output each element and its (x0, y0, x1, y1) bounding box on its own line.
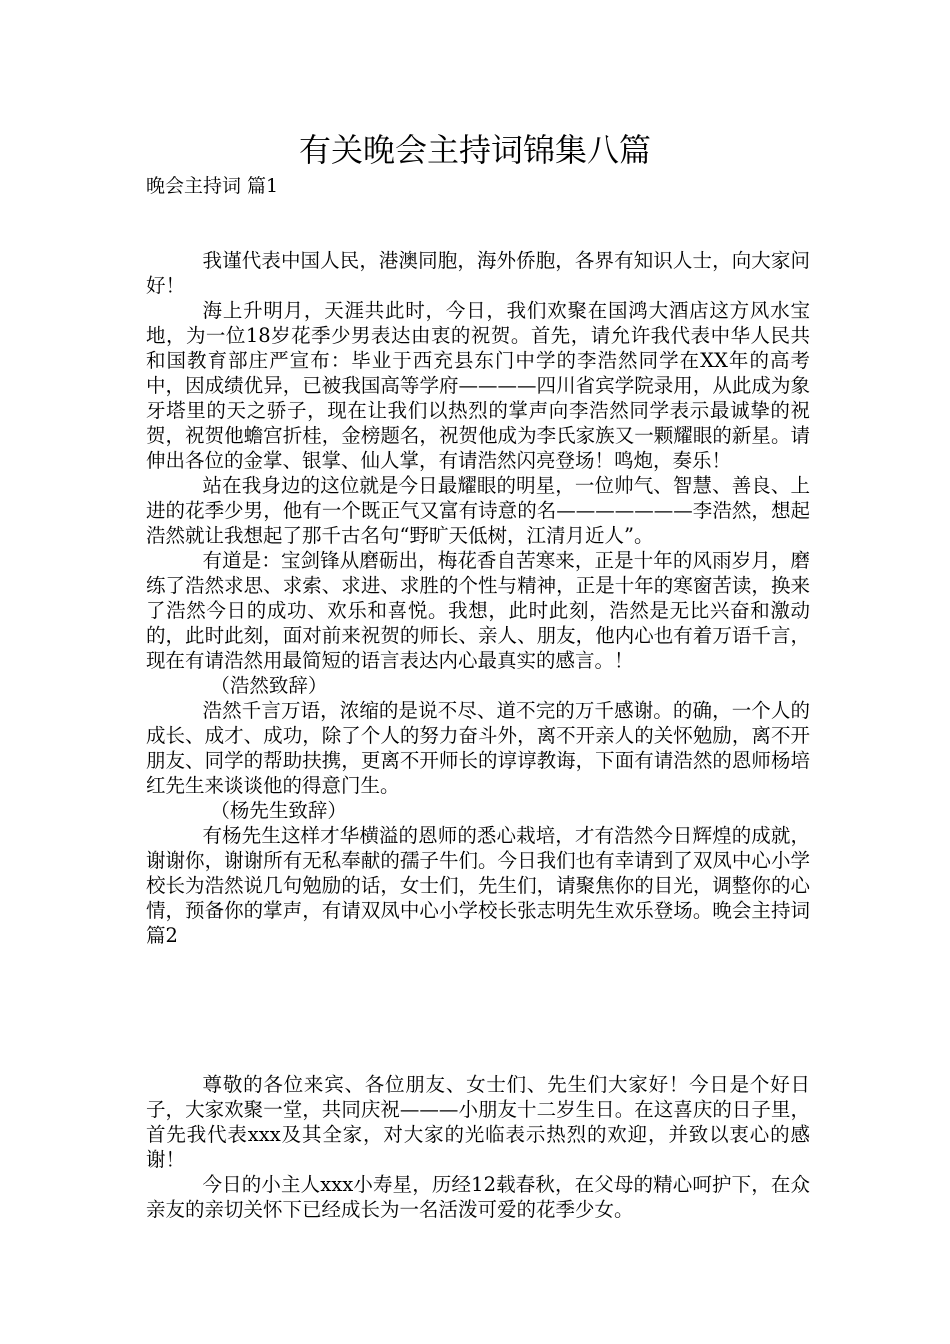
section-1-body (146, 248, 810, 948)
paragraph: 我谨代表中国人民，港澳同胞，海外侨胞，各界有知识人士，向大家问好！ (146, 249, 810, 297)
paragraph: 海上升明月，天涯共此时，今日，我们欢聚在国鸿大酒店这方风水宝地，为一位18岁花季少男表达由衷的祝贺。首先，请允许我代表中华人民共和国教育部庄严宣布：毕业于西充县东门中学的李浩然同学在XX年的高考中，因成绩优异，已被我国高等学府————四川省宾学院录用，从此成为象牙塔里的天之骄子，现在让我们以热烈的掌声向李浩然同学表示最诚挚的祝贺，祝贺他蟾宫折桂，金榜题名，祝贺他成为李氏家族又一颗耀眼的新星。请伸出各位的金掌、银掌、仙人掌，有请浩然闪亮登场！鸣炮，奏乐！ (146, 299, 810, 472)
paragraph: 有道是：宝剑锋从磨砺出，梅花香自苦寒来，正是十年的风雨岁月，磨练了浩然求思、求索、求进、求胜的个性与精神，正是十年的寒窗苦读，换来了浩然今日的成功、欢乐和喜悦。我想，此时此刻，浩然是无比兴奋和激动的，此时此刻，面对前来祝贺的师长、亲人、朋友，他内心也有着万语千言，现在有请浩然用最简短的语言表达内心最真实的感言。！ (146, 549, 810, 672)
paragraph: 今日的小主人xxx小寿星，历经12载春秋，在父母的精心呵护下，在众亲友的亲切关怀下已经成长为一名活泼可爱的花季少女。 (146, 1173, 810, 1221)
section-2-body (146, 1072, 810, 1222)
stage-direction: （杨先生致辞） (210, 799, 347, 822)
section-heading: 晚会主持词 篇1 (146, 175, 279, 197)
paragraph: 浩然千言万语，浓缩的是说不尽、道不完的万千感谢。的确，一个人的成长、成才、成功，除了个人的努力奋斗外，离不开亲人的关怀勉励，离不开朋友、同学的帮助扶携，更离不开师长的谆谆教诲，下面有请浩然的恩师杨培红先生来谈谈他的得意门生。 (146, 699, 810, 797)
paragraph: 尊敬的各位来宾、各位朋友、女士们、先生们大家好！今日是个好日子，大家欢聚一堂，共同庆祝———小朋友十二岁生日。在这喜庆的日子里，首先我代表xxx及其全家，对大家的光临表示热烈的欢迎，并致以衷心的感谢！ (146, 1073, 810, 1171)
document-title: 有关晚会主持词锦集八篇 (298, 131, 651, 169)
stage-direction: （浩然致辞） (210, 674, 328, 697)
paragraph: 站在我身边的这位就是今日最耀眼的明星，一位帅气、智慧、善良、上进的花季少男，他有一个既正气又富有诗意的名———————李浩然，想起浩然就让我想起了那千古名句“野旷天低树，江清月近人”。 (146, 474, 810, 547)
paragraph: 有杨先生这样才华横溢的恩师的悉心栽培，才有浩然今日辉煌的成就，谢谢你，谢谢所有无私奉献的孺子牛们。今日我们也有幸请到了双凤中心小学校长为浩然说几句勉励的话，女士们，先生们，请聚焦你的目光，调整你的心情，预备你的掌声，有请双凤中心小学校长张志明先生欢乐登场。晚会主持词 篇2 (146, 824, 810, 947)
